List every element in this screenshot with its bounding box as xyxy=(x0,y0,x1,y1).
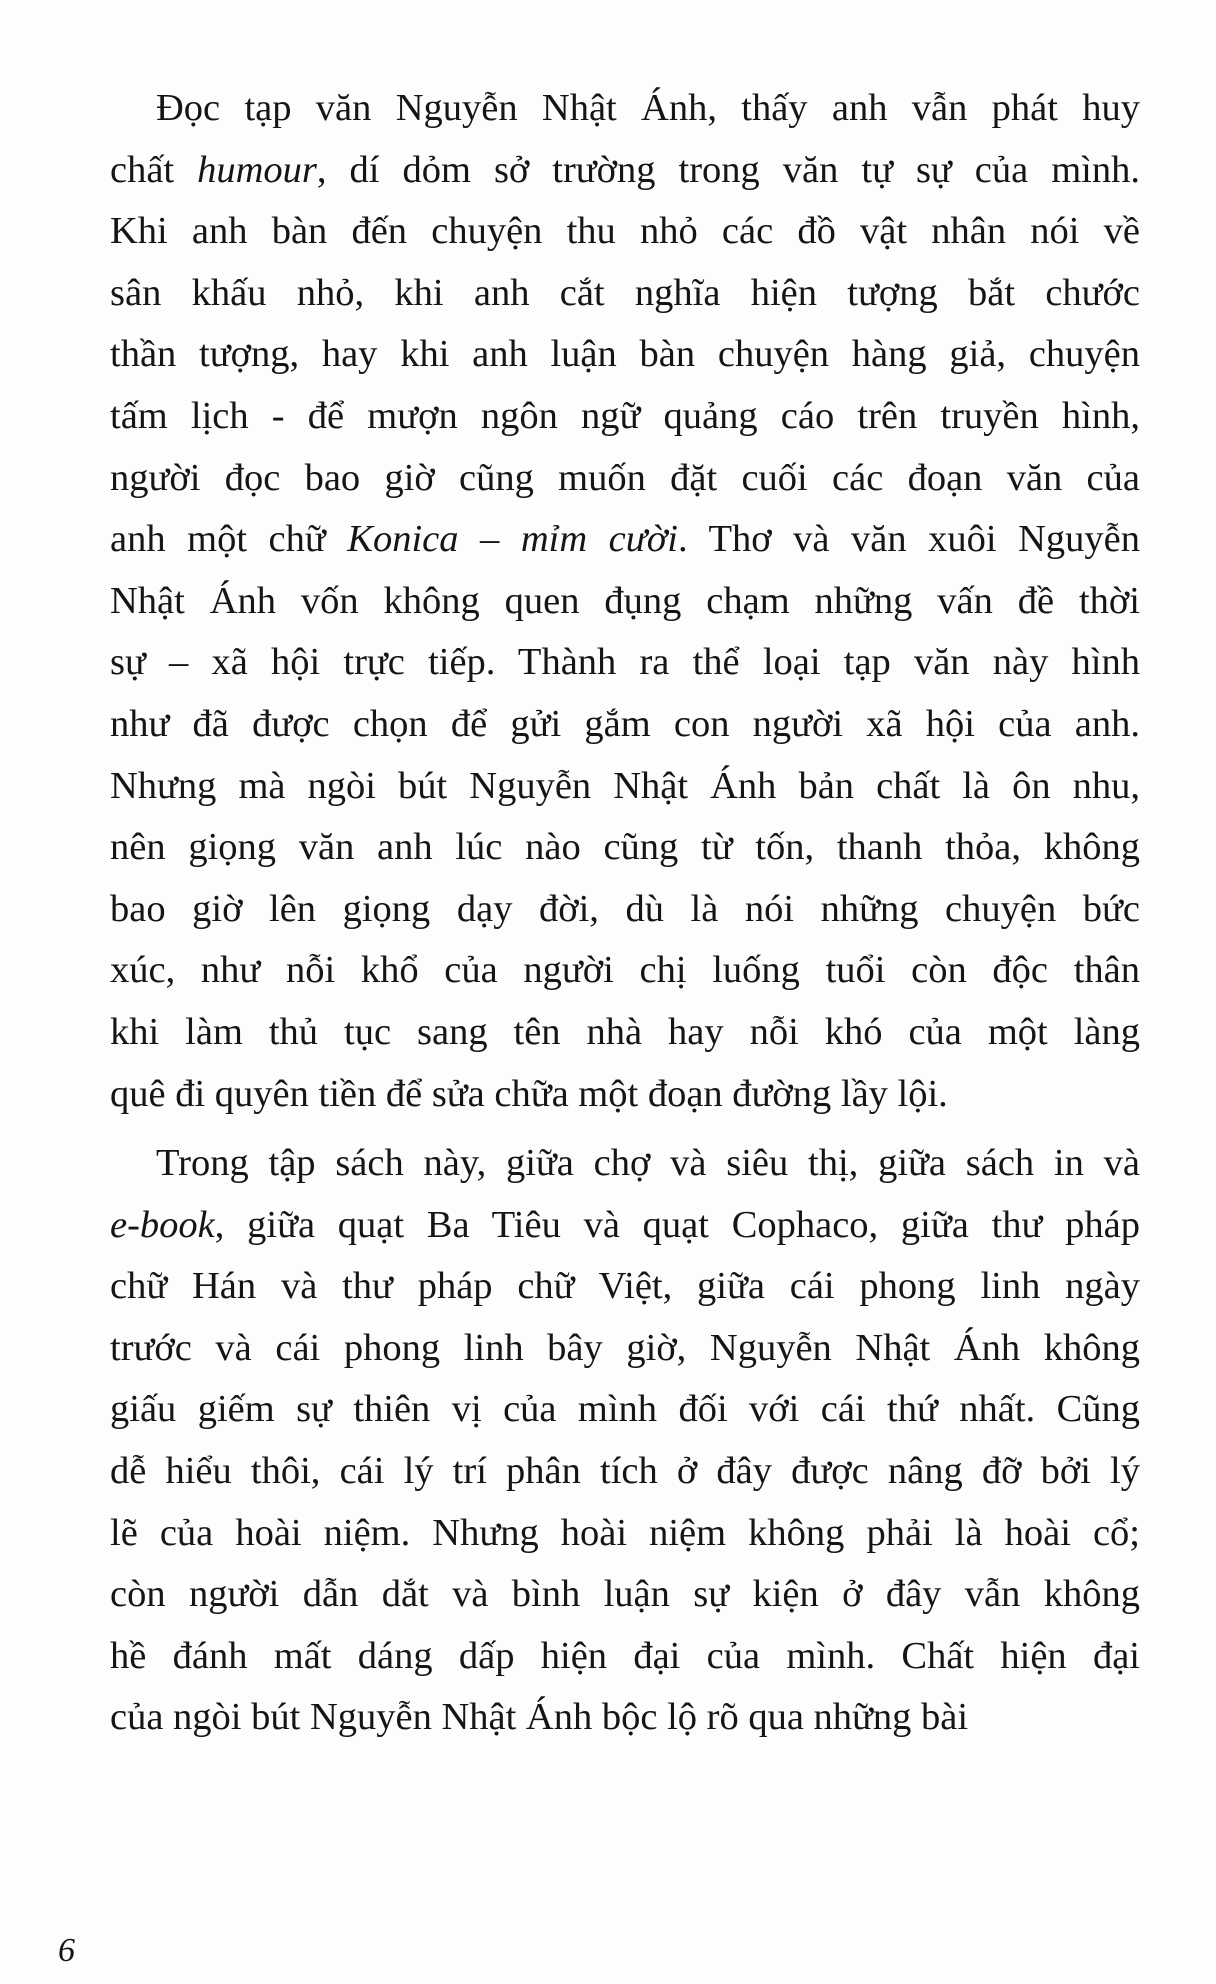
italic-text: Konica – mỉm cười xyxy=(347,518,678,561)
text-line xyxy=(110,1064,1140,1126)
text-line xyxy=(110,1195,1140,1257)
text-line xyxy=(110,817,1140,879)
text-line xyxy=(110,1002,1140,1064)
text-line xyxy=(110,78,1140,140)
body-text xyxy=(110,78,1140,1749)
text-line xyxy=(110,1133,1140,1195)
text-line xyxy=(110,263,1140,325)
text-run: Trong tập sách này, giữa chợ và siêu thị, giữa sách in và xyxy=(156,1142,1140,1185)
text-run: người đọc bao giờ cũng muốn đặt cuối các đoạn văn của xyxy=(110,456,1140,499)
text-line xyxy=(110,571,1140,633)
text-run: anh một chữ xyxy=(110,518,348,561)
italic-text: humour xyxy=(197,148,317,191)
text-run: . Thơ và văn xuôi Nguyễn xyxy=(678,518,1140,561)
text-run: Đọc tạp văn Nguyễn Nhật Ánh, thấy anh vẫn phát huy xyxy=(156,87,1140,129)
text-run: , dí dỏm sở trường trong văn tự sự của mình. xyxy=(316,148,1140,191)
text-line xyxy=(110,756,1140,818)
text-run: Khi anh bàn đến chuyện thu nhỏ các đồ vật nhân nói về xyxy=(110,210,1140,253)
text-line xyxy=(110,1256,1140,1318)
text-run: hề đánh mất dáng dấp hiện đại của mình. Chất hiện đại xyxy=(110,1634,1140,1677)
text-run: tấm lịch - để mượn ngôn ngữ quảng cáo trên truyền hình, xyxy=(110,394,1140,437)
text-line xyxy=(110,1503,1140,1565)
page-number: 6 xyxy=(58,1932,75,1969)
paragraph xyxy=(110,1133,1140,1749)
text-line xyxy=(110,694,1140,756)
text-line xyxy=(110,201,1140,263)
text-run: sân khấu nhỏ, khi anh cắt nghĩa hiện tượng bắt chước xyxy=(110,271,1140,314)
text-line xyxy=(110,509,1140,571)
text-run: bao giờ lên giọng dạy đời, dù là nói những chuyện bức xyxy=(110,887,1140,930)
text-line xyxy=(110,879,1140,941)
text-line xyxy=(110,140,1140,202)
text-run: khi làm thủ tục sang tên nhà hay nỗi khó của một làng xyxy=(110,1010,1140,1053)
text-run: sự – xã hội trực tiếp. Thành ra thể loại tạp văn này hình xyxy=(110,641,1140,684)
text-run: Nhưng mà ngòi bút Nguyễn Nhật Ánh bản chất là ôn nhu, xyxy=(110,764,1140,807)
text-line xyxy=(110,1318,1140,1380)
paragraph xyxy=(110,78,1140,1125)
text-run: chữ Hán và thư pháp chữ Việt, giữa cái phong linh ngày xyxy=(110,1265,1140,1308)
text-run: Nhật Ánh vốn không quen đụng chạm những vấn đề thời xyxy=(110,579,1140,622)
text-line xyxy=(110,324,1140,386)
text-line xyxy=(110,1441,1140,1503)
text-line xyxy=(110,1626,1140,1688)
text-run: lẽ của hoài niệm. Nhưng hoài niệm không phải là hoài cổ; xyxy=(110,1511,1140,1554)
text-run: giấu giếm sự thiên vị của mình đối với cái thứ nhất. Cũng xyxy=(110,1388,1140,1431)
text-line xyxy=(110,1687,1140,1749)
text-line xyxy=(110,386,1140,448)
text-line xyxy=(110,1379,1140,1441)
italic-text: e-book xyxy=(110,1203,215,1246)
text-line xyxy=(110,940,1140,1002)
text-run: , giữa quạt Ba Tiêu và quạt Cophaco, giữa thư pháp xyxy=(214,1203,1140,1246)
text-run: quê đi quyên tiền để sửa chữa một đoạn đường lầy lội. xyxy=(110,1072,948,1115)
text-run: như đã được chọn để gửi gắm con người xã hội của anh. xyxy=(110,702,1140,745)
text-line xyxy=(110,1564,1140,1626)
text-run: thần tượng, hay khi anh luận bàn chuyện hàng giả, chuyện xyxy=(110,333,1140,376)
text-run: chất xyxy=(110,148,198,191)
text-line xyxy=(110,448,1140,510)
text-run: của ngòi bút Nguyễn Nhật Ánh bộc lộ rõ qua những bài xyxy=(110,1696,969,1739)
text-run: xúc, như nỗi khổ của người chị luống tuổi còn độc thân xyxy=(110,949,1140,992)
text-line xyxy=(110,632,1140,694)
text-run: nên giọng văn anh lúc nào cũng từ tốn, thanh thỏa, không xyxy=(110,826,1140,869)
text-run: còn người dẫn dắt và bình luận sự kiện ở đây vẫn không xyxy=(110,1573,1140,1616)
text-run: trước và cái phong linh bây giờ, Nguyễn Nhật Ánh không xyxy=(110,1326,1140,1369)
text-run: dễ hiểu thôi, cái lý trí phân tích ở đây được nâng đỡ bởi lý xyxy=(110,1450,1140,1493)
